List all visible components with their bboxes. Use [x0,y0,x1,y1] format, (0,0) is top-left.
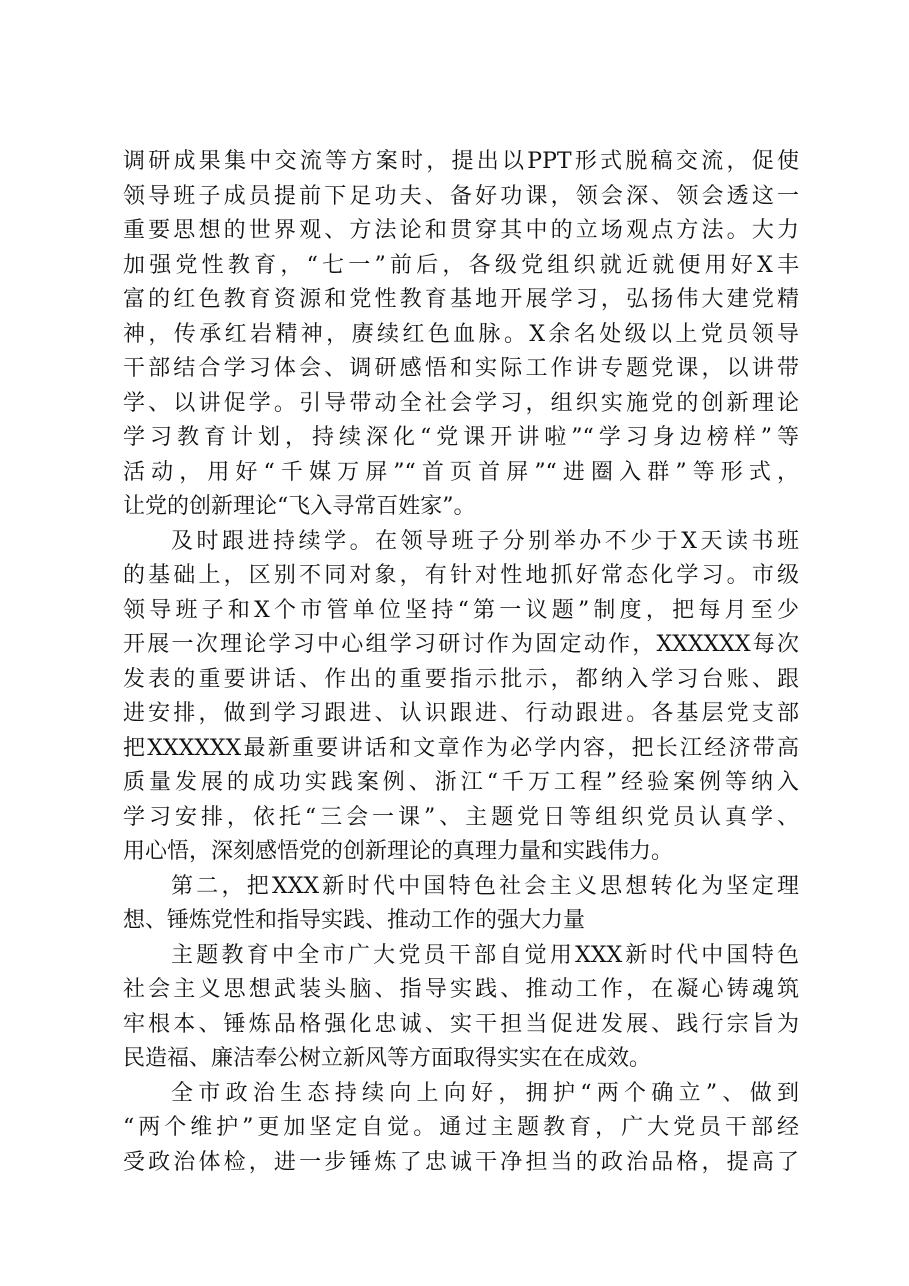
text-line: 受政治体检，进一步锤炼了忠诚干净担当的政治品格，提高了 [123,1149,799,1175]
text-line: 学习安排，依托“三会一课”、主题党日等组织党员认真学、 [123,804,799,830]
body-text [123,145,799,1180]
text-line: 民造福、廉洁奉公树立新风等方面取得实实在在成效。 [123,1046,652,1071]
text-line: 领导班子和X个市管单位坚持“第一议题”制度，把每月至少 [123,597,799,623]
text-line: 重要思想的世界观、方法论和贯穿其中的立场观点方法。大力 [123,218,799,243]
paragraph-start-line: 及时跟进持续学。在领导班子分别举办不少于X天读书班 [171,528,799,554]
section-heading-line: 想、锤炼党性和指导实践、推动工作的强大力量 [123,908,586,933]
text-line: 干部结合学习体会、调研感悟和实际工作讲专题党课，以讲带 [123,356,799,381]
text-line: 调研成果集中交流等方案时，提出以PPT形式脱稿交流，促使 [123,149,799,174]
text-line: 神，传承红岩精神，赓续红色血脉。X余名处级以上党员领导 [123,321,799,347]
text-line: 加强党性教育，“七一”前后，各级党组织就近就便用好X丰 [123,252,799,278]
text-line: 把XXXXXX最新重要讲话和文章作为必学内容，把长江经济带高 [123,735,799,761]
text-line: 开展一次理论学习中心组学习研讨作为固定动作，XXXXXX每次 [123,632,799,657]
text-line: 发表的重要讲话、作出的重要指示批示，都纳入学习台账、跟 [123,666,799,692]
text-line: 活动，用好“千媒万屏”“首页首屏”“进圈入群”等形式， [123,459,799,485]
text-line: 牢根本、锤炼品格强化忠诚、实干担当促进发展、践行宗旨为 [123,1011,799,1037]
text-line: 学习教育计划，持续深化“党课开讲啦”“学习身边榜样”等 [123,425,799,450]
text-line: 领导班子成员提前下足功夫、备好功课，领会深、领会透这一 [123,183,799,209]
section-heading-line: 第二，把XXX新时代中国特色社会主义思想转化为坚定理 [171,873,799,899]
text-line: 进安排，做到学习跟进、认识跟进、行动跟进。各基层党支部 [123,701,799,726]
text-line: 用心悟，深刻感悟党的创新理论的真理力量和实践伟力。 [123,839,674,864]
text-line: “两个维护”更加坚定自觉。通过主题教育，广大党员干部经 [123,1115,799,1140]
text-line: 让党的创新理论“飞入寻常百姓家”。 [123,494,476,519]
paragraph-start-line: 全市政治生态持续向上向好，拥护“两个确立”、做到 [171,1080,799,1106]
paragraph-start-line: 主题教育中全市广大党员干部自觉用XXX新时代中国特色 [171,942,799,968]
text-line: 质量发展的成功实践案例、浙江“千万工程”经验案例等纳入 [123,770,799,795]
text-line: 的基础上，区别不同对象，有针对性地抓好常态化学习。市级 [123,563,799,588]
text-line: 社会主义思想武装头脑、指导实践、推动工作，在凝心铸魂筑 [123,977,799,1002]
text-line: 富的红色教育资源和党性教育基地开展学习，弘扬伟大建党精 [123,287,799,312]
text-line: 学、以讲促学。引导带动全社会学习，组织实施党的创新理论 [123,390,799,416]
